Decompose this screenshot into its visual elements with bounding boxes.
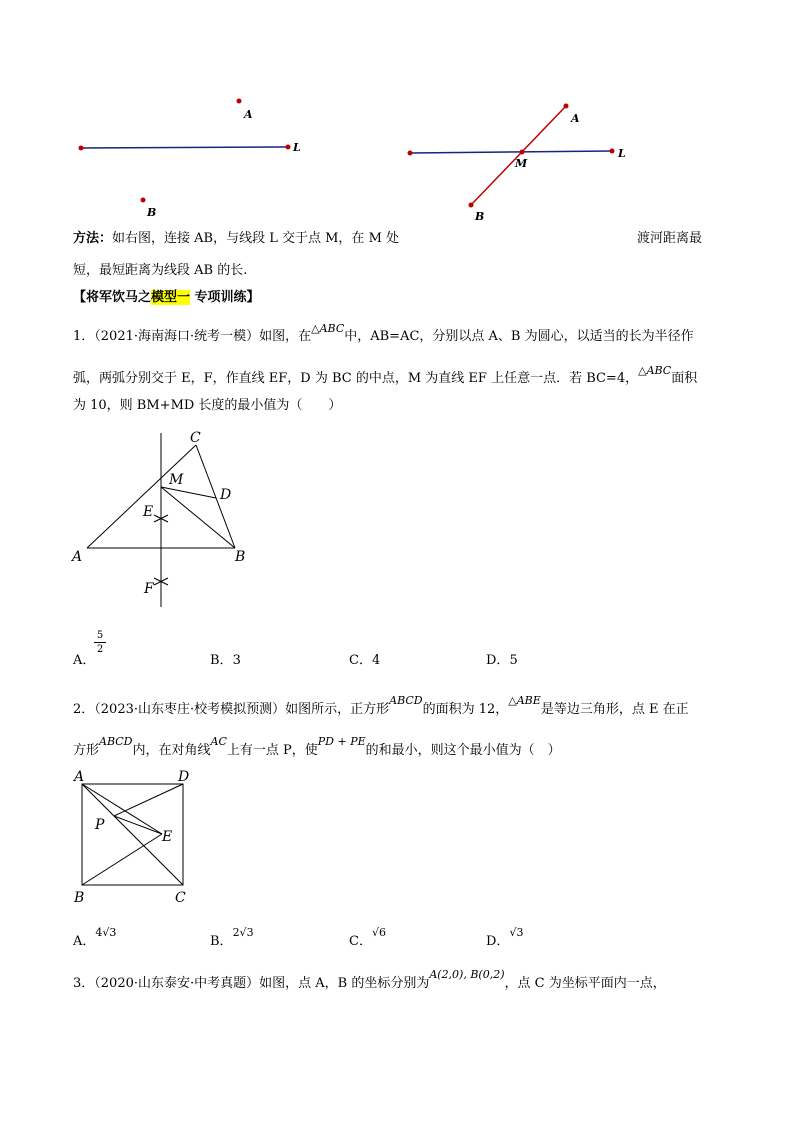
q1-option-a[interactable] (73, 652, 95, 670)
label-b: B (235, 549, 246, 565)
q2-line-2 (73, 735, 561, 760)
label-a: A (74, 769, 85, 785)
label-a: A (571, 112, 580, 125)
q1-option-d-key: D． (486, 653, 510, 668)
q1-option-c[interactable] (349, 652, 380, 670)
q2-option-a-value: 4√3 (95, 926, 117, 939)
label-a: A (244, 108, 253, 121)
point-b (469, 203, 474, 208)
q1-line-3: 为 10，则 BM+MD 长度的最小值为（ ） (73, 398, 342, 413)
q1-figure (65, 425, 285, 615)
label-d: D (220, 487, 232, 503)
method-right: 渡河距离最 (637, 231, 703, 246)
q2-option-b-value: 2√3 (232, 926, 254, 939)
q3-line-1 (73, 968, 666, 993)
q1-option-c-key: C． (349, 653, 372, 668)
q1-option-c-value: 4 (371, 653, 381, 668)
segment-pd (114, 784, 183, 816)
label-b: B (74, 890, 85, 906)
segment-be (82, 834, 162, 885)
label-e: E (162, 829, 173, 845)
q2-figure (68, 768, 198, 908)
q2-square-abcd: ABCD (389, 694, 423, 707)
q1-option-a-key: A． (73, 653, 96, 668)
q1-line-2 (73, 364, 698, 388)
section-heading (73, 289, 260, 307)
segment-ae (82, 784, 162, 834)
q1-text-1: 中，AB=AC，分别以点 A、B 为圆心，以适当的长为半径作 (344, 329, 694, 344)
q1-text-2: 弧，两弧分别交于 E，F，作直线 EF，D 为 BC 的中点，M 为直线 EF 上任意一点．若 BC=4， (73, 371, 639, 386)
figure-river-solution (400, 95, 640, 225)
q2-option-d[interactable] (486, 926, 524, 951)
line-l-end-point (610, 149, 615, 154)
q2-text-5: 上有一点 P，使 (226, 743, 318, 758)
point-m (520, 150, 525, 155)
q1-line-1 (73, 322, 694, 346)
point-a (237, 99, 242, 104)
side-ac (87, 445, 196, 548)
q1-triangle-abc: △ABC (311, 322, 345, 335)
q2-text-3: 方形 (73, 743, 100, 758)
q1-option-b[interactable] (210, 652, 241, 670)
label-a: A (72, 549, 83, 565)
label-c: C (190, 430, 201, 446)
section-heading-rest: 专项训练】 (190, 290, 260, 305)
q1-intro: 1．（2021·海南海口·统考一模）如图，在 (73, 329, 312, 344)
line-l-end-point (286, 145, 291, 150)
section-heading-highlight: 模型一 (151, 290, 191, 305)
method-line-2: 短，最短距离为线段 AB 的长. (73, 263, 248, 278)
segment-ab (471, 106, 566, 205)
q2-option-c-key: C． (349, 934, 372, 949)
q1-option-a-fraction (94, 630, 106, 655)
segment-md (161, 487, 216, 498)
method-line-1 (73, 230, 399, 248)
q2-text-1: 的面积为 12， (422, 702, 509, 717)
point-b (141, 198, 146, 203)
q2-line-1 (73, 694, 689, 719)
label-l: L (293, 141, 301, 154)
line-l-start-point (79, 146, 84, 151)
q2-option-b[interactable] (210, 926, 254, 951)
line-l-start-point (408, 151, 413, 156)
q2-option-c[interactable] (349, 926, 386, 951)
label-d: D (178, 769, 190, 785)
q1-option-d-value: 5 (509, 653, 518, 668)
q2-text-6: 的和最小，则这个最小值为（ ） (365, 743, 561, 758)
q3-coordinates: A(2,0), B(0,2) (429, 968, 505, 981)
q2-option-c-value: √6 (371, 926, 386, 939)
method-text: 如右图，连接 AB，与线段 L 交于点 M，在 M 处 (112, 231, 400, 246)
line-l (81, 147, 288, 148)
label-m: M (515, 157, 528, 170)
q2-text-4: 内，在对角线 (132, 743, 211, 758)
method-title: 方法： (73, 231, 113, 246)
q2-option-a-key: A． (73, 934, 96, 949)
label-b: B (147, 206, 157, 219)
q1-area-word: 面积 (671, 371, 698, 386)
q2-option-a[interactable] (73, 926, 117, 951)
q2-option-d-value: √3 (509, 926, 524, 939)
line-l (410, 151, 612, 153)
q2-expression: PD + PE (317, 735, 366, 748)
q2-option-d-key: D． (486, 934, 510, 949)
figure-river-points (70, 90, 310, 220)
point-a (564, 104, 569, 109)
q3-intro: 3．（2020·山东泰安·中考真题）如图，点 A，B 的坐标分别为 (73, 976, 430, 991)
label-m: M (169, 472, 184, 488)
q1-option-d[interactable] (486, 652, 518, 670)
label-b: B (475, 210, 485, 223)
section-heading-open: 【将军饮马之 (73, 290, 152, 305)
q3-text-1: ，点 C 为坐标平面内一点， (504, 976, 666, 991)
fraction-numerator: 5 (96, 630, 104, 641)
q1-triangle-abc-2: △ABC (638, 364, 672, 377)
fraction-bar (94, 642, 106, 643)
label-p: P (95, 817, 105, 833)
label-l: L (618, 147, 626, 160)
q2-square-abcd-2: ABCD (99, 735, 133, 748)
q1-option-b-key: B． (210, 653, 233, 668)
q2-option-b-key: B． (210, 934, 233, 949)
q2-diagonal-ac: AC (210, 735, 227, 748)
label-e: E (143, 504, 154, 520)
q2-text-2: 是等边三角形，点 E 在正 (540, 702, 689, 717)
q2-intro: 2．（2023·山东枣庄·校考模拟预测）如图所示，正方形 (73, 702, 390, 717)
fraction-denominator: 2 (96, 644, 104, 655)
label-f: F (144, 581, 154, 597)
q2-triangle-abe: △ABE (508, 694, 541, 707)
label-c: C (175, 890, 186, 906)
q1-option-b-value: 3 (232, 653, 241, 668)
